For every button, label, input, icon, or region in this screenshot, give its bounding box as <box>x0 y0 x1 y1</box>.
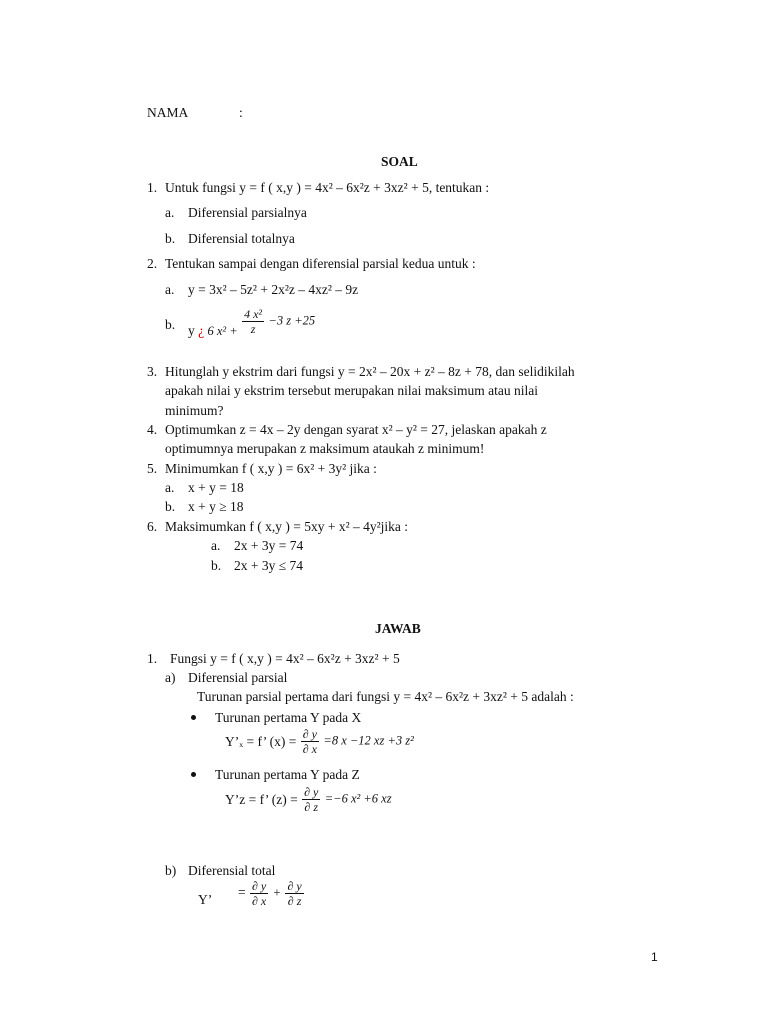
a1a-text: Diferensial parsial <box>188 670 288 685</box>
q5a-text: x + y = 18 <box>188 480 244 495</box>
a1b-text: Diferensial total <box>188 863 276 878</box>
a1b-label: b) <box>165 863 177 878</box>
jawab-title: JAWAB <box>375 621 421 636</box>
q3-line2: apakah nilai y ekstrim tersebut merupakan nilai maksimum atau nilai <box>165 383 539 398</box>
yx-numerator: ∂ y <box>302 727 318 741</box>
nama-label: NAMA <box>147 105 189 120</box>
q2b-denominator: z <box>250 322 256 336</box>
bullet-icon <box>191 715 196 720</box>
q1a-text: Diferensial parsialnya <box>188 205 307 220</box>
q5b-text: x + y ≥ 18 <box>188 499 244 514</box>
yt-lhs: Y’ <box>198 892 213 907</box>
q5-text: Minimumkan f ( x,y ) = 6x² + 3y² jika : <box>165 461 377 476</box>
q2b-equation <box>188 307 316 338</box>
yx-rhs: =8 x −12 xz +3 z² <box>323 733 414 748</box>
q3-number: 3. <box>147 364 158 379</box>
q6-text: Maksimumkan f ( x,y ) = 5xy + x² – 4y²jika : <box>165 519 409 534</box>
yt-numerator-x: ∂ y <box>252 879 267 893</box>
q5b-label: b. <box>165 499 176 514</box>
a1a-label: a) <box>165 670 176 685</box>
page-number: 1 <box>651 950 658 964</box>
yt-equals: = <box>238 884 246 900</box>
q1a-label: a. <box>165 205 175 220</box>
q1-text: Untuk fungsi y = f ( x,y ) = 4x² – 6x²z + 3xz² + 5, tentukan : <box>165 180 490 195</box>
q6b-label: b. <box>211 558 222 573</box>
yz-denominator: ∂ z <box>304 800 318 814</box>
a1-text: Fungsi y = f ( x,y ) = 4x² – 6x²z + 3xz² + 5 <box>170 651 400 666</box>
yx-denominator: ∂ x <box>302 742 318 756</box>
q2-number: 2. <box>147 256 158 271</box>
yz-fraction <box>302 786 320 813</box>
yt-denominator-x: ∂ x <box>252 894 267 908</box>
q2b-label: b. <box>165 317 176 332</box>
q6-number: 6. <box>147 519 158 534</box>
bullet-icon <box>191 772 196 777</box>
q6a-label: a. <box>211 538 221 553</box>
q3-line3: minimum? <box>165 403 224 418</box>
yz-equation <box>225 786 392 813</box>
q2b-pre: 6 x² + <box>207 323 238 338</box>
q2b-post: −3 z +25 <box>268 313 316 328</box>
q2-text: Tentukan sampai dengan diferensial parsial kedua untuk : <box>165 256 476 271</box>
q1b-text: Diferensial totalnya <box>188 231 295 246</box>
q4-line2: optimumnya merupakan z maksimum ataukah z minimum! <box>165 441 485 456</box>
q5a-label: a. <box>165 480 175 495</box>
q3-line1: Hitunglah y ekstrim dari fungsi y = 2x² – 20x + z² – 8z + 78, dan selidikilah <box>165 364 575 379</box>
a1-number: 1. <box>147 651 158 666</box>
q1-number: 1. <box>147 180 158 195</box>
q2a-label: a. <box>165 282 175 297</box>
yz-numerator: ∂ y <box>304 785 319 799</box>
yx-lhs: Y’ₓ = f’ (x) = <box>225 733 297 749</box>
q2b-fraction <box>242 308 264 335</box>
soal-title: SOAL <box>381 154 418 169</box>
yt-plus: + <box>272 885 282 900</box>
yt-denominator-z: ∂ z <box>287 894 302 908</box>
nama-colon: : <box>239 105 243 120</box>
q2b-numerator: 4 x² <box>244 307 263 321</box>
yz-lhs: Y’z = f’ (z) = <box>225 791 298 807</box>
yt-fraction-z <box>285 880 303 907</box>
q1b-label: b. <box>165 231 176 246</box>
q2b-symbol: ¿ <box>198 322 205 338</box>
a1-intro: Turunan parsial pertama dari fungsi y = 4x² – 6x²z + 3xz² + 5 adalah : <box>197 689 574 704</box>
q4-number: 4. <box>147 422 158 437</box>
yt-equation <box>238 880 305 907</box>
q2a-text: y = 3x² – 5z² + 2x²z – 4xz² – 9z <box>188 282 359 297</box>
turunan-x-text: Turunan pertama Y pada X <box>215 710 362 725</box>
q4-line1: Optimumkan z = 4x – 2y dengan syarat x² – y² = 27, jelaskan apakah z <box>165 422 547 437</box>
yz-rhs: =−6 x² +6 xz <box>324 791 392 806</box>
yx-fraction <box>301 728 319 755</box>
q6b-text: 2x + 3y ≤ 74 <box>234 558 304 573</box>
q5-number: 5. <box>147 461 158 476</box>
q2b-y: y <box>188 322 195 338</box>
q6a-text: 2x + 3y = 74 <box>234 538 304 553</box>
yt-fraction-x <box>250 880 268 907</box>
yx-equation <box>225 728 414 755</box>
yt-numerator-z: ∂ y <box>287 879 302 893</box>
turunan-z-text: Turunan pertama Y pada Z <box>215 767 360 782</box>
